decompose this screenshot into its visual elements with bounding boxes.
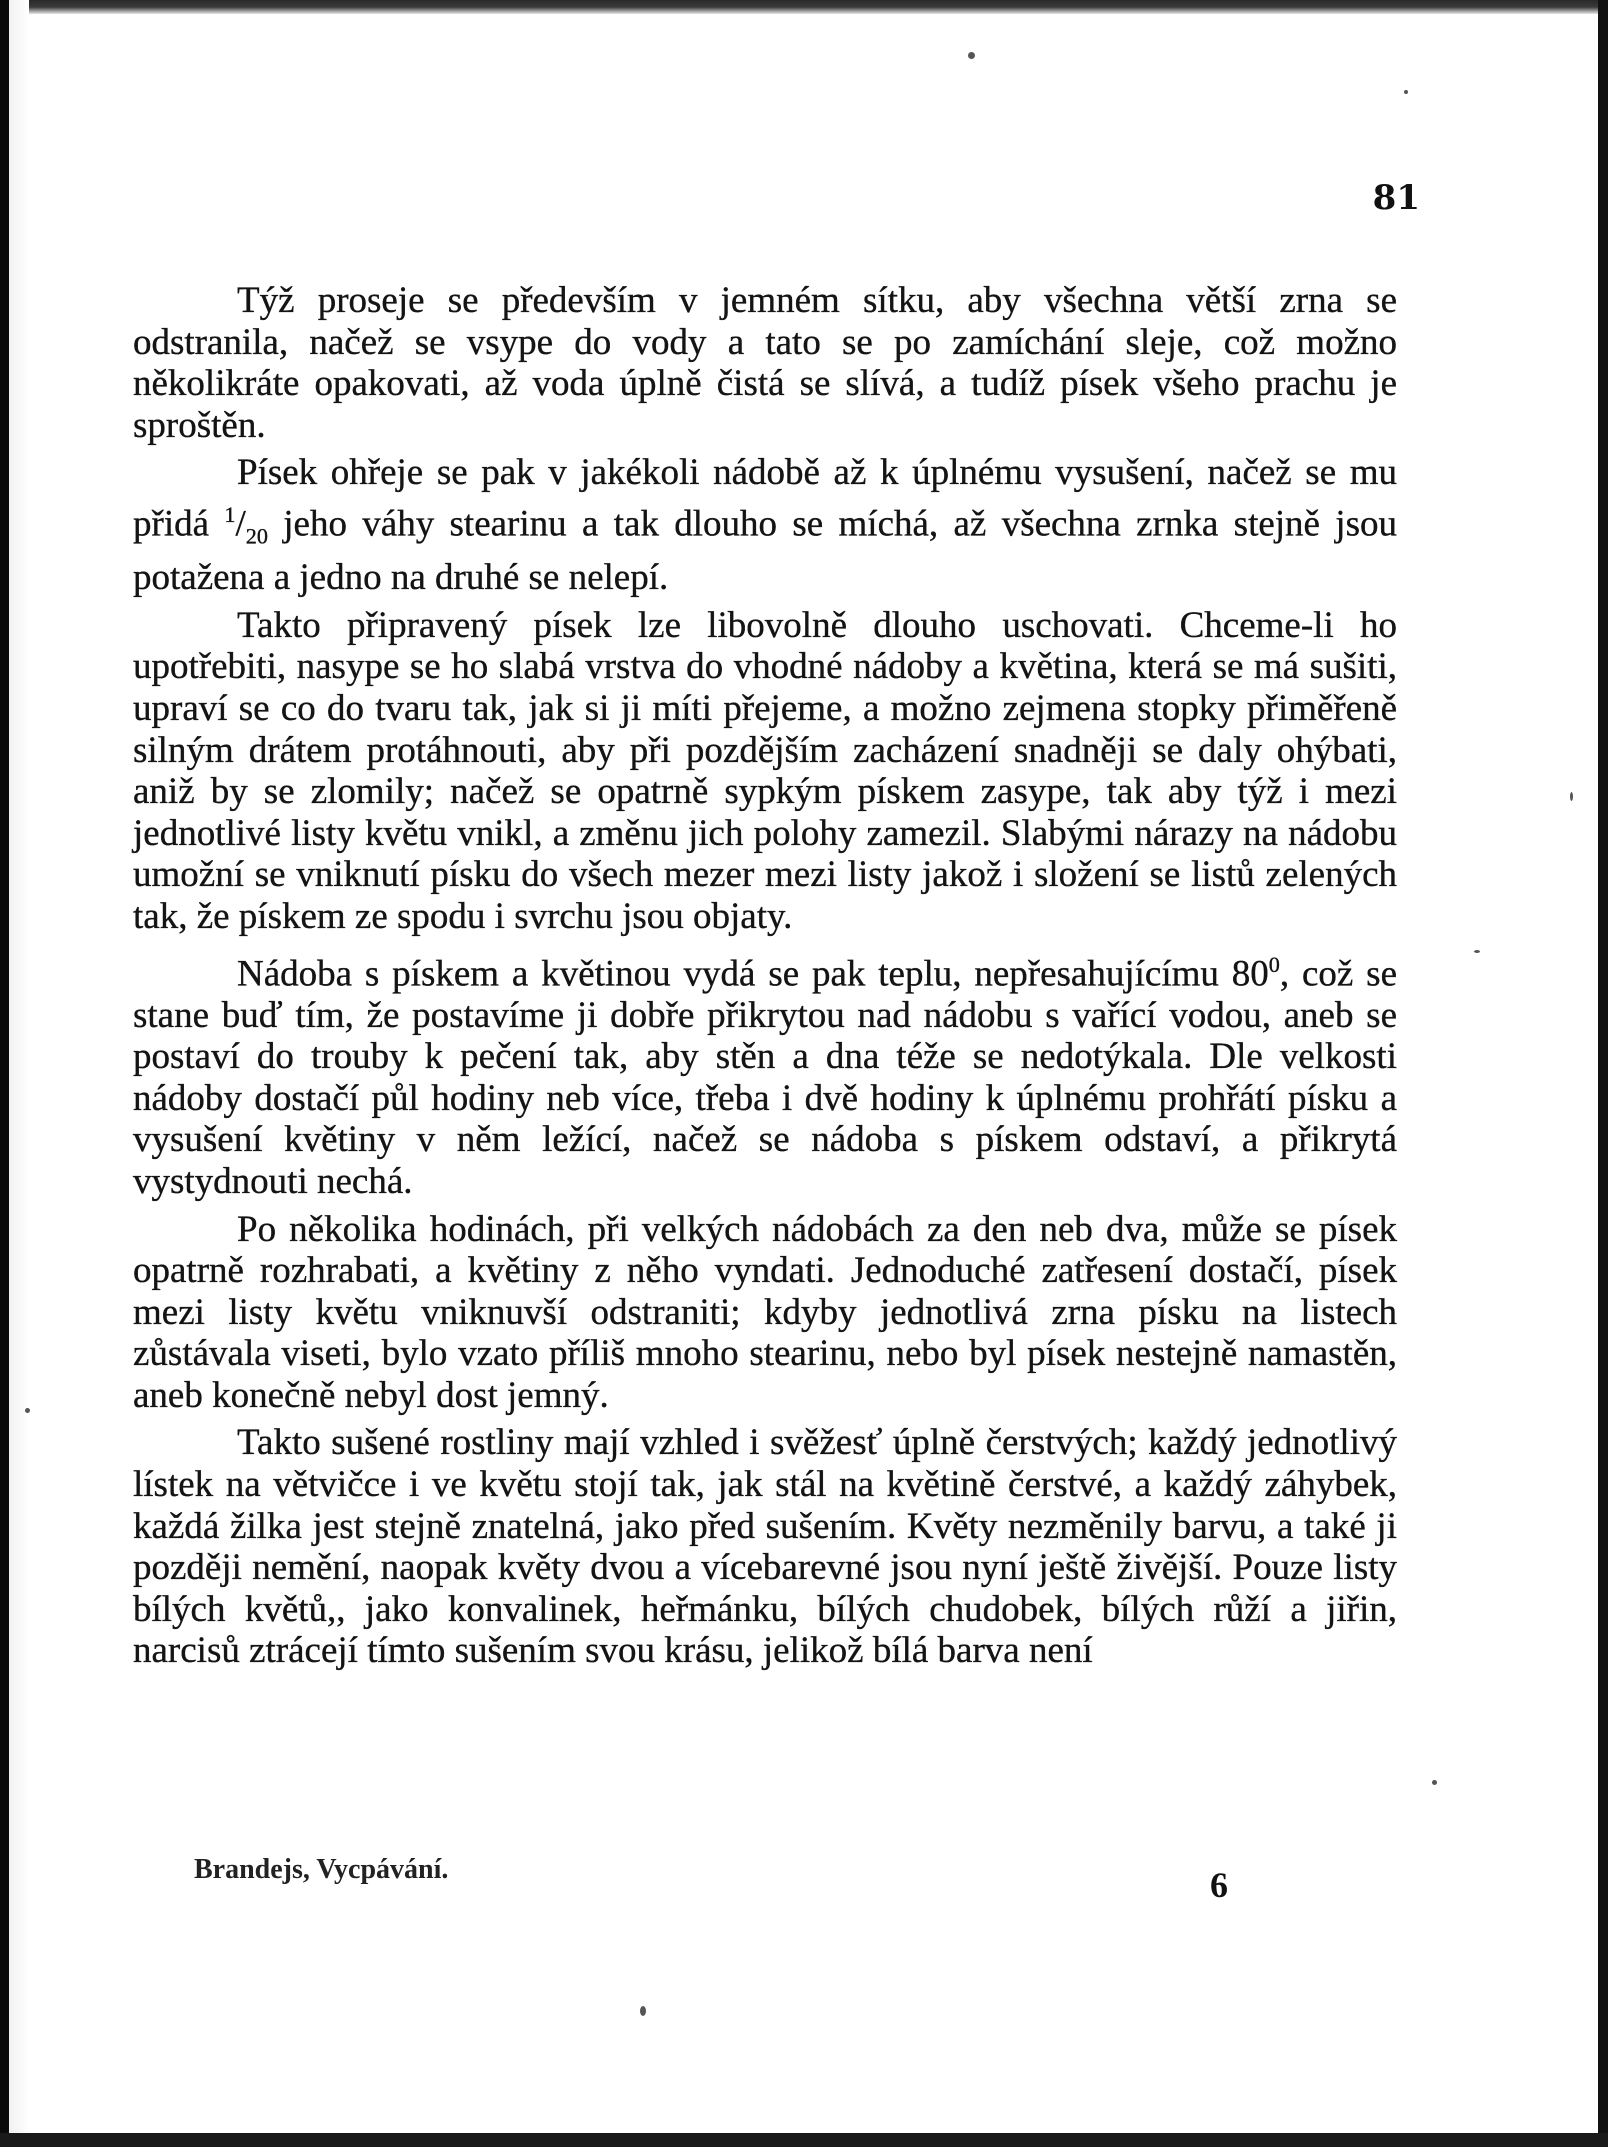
paragraph bbox=[133, 605, 1397, 938]
paragraph-text: Týž proseje se především v jemném sítku, aby všechna větší zrna se odstranila, načež se vsype do vody a tato se po zamíchání sleje, což možno několikráte opakovati, až voda úplně čistá se slívá, a tudíž písek všeho prachu je sproštěn. bbox=[133, 280, 1397, 446]
paragraph bbox=[133, 1209, 1397, 1417]
signature-line: Brandejs, Vycpávání. bbox=[194, 1854, 449, 1885]
paragraph: Písek ohřeje se pak v jakékoli nádobě až k úplnému vysušení, načež se mu přidá $^1/_{20}$ jeho váhy stearinu a tak dlouho se míchá, až všechna zrnka stejně jsou potažena a jedno na druhé se nelepí. bbox=[133, 452, 1397, 599]
paragraph bbox=[133, 280, 1397, 446]
scan-top-edge bbox=[0, 0, 1608, 14]
paragraph-text: , což se stane buď tím, že postavíme ji dobře přikrytou nad nádobu s vařící vodou, aneb se postaví do trouby k pečení tak, aby stěn a dna téže se nedotýkala. Dle velkosti nádoby dostačí půl hodiny neb více, třeba i dvě hodiny k úplnému prohřátí písku a vysušení květiny v něm ležící, načež se nádoba s pískem odstaví, a přikrytá vystydnouti nechá. bbox=[133, 952, 1397, 1202]
dust-speck bbox=[1432, 1780, 1437, 1785]
scan-left-edge bbox=[0, 0, 9, 2147]
paragraph-text: Takto sušené rostliny mají vzhled i svěžesť úplně čerstvých; každý jednotlivý lístek na větvičce i ve květu stojí tak, jak stál na květině čerstvé, a každý záhybek, každá žilka jest stejně znatelná, jako před sušením. Květy nezměnily barvu, a také ji později nemění, naopak květy dvou a vícebarevné jsou nyní ještě živější. Pouze listy bílých květů,, jako konvalinek, heřmánku, bílých chudobek, bílých růží a jiřin, narcisů ztrácejí tímto sušením svou krásu, jelikož bílá barva není bbox=[133, 1422, 1397, 1672]
paragraph-text: Takto připravený písek lze libovolně dlouho uschovati. Chceme-li ho upotřebiti, nasype se ho slabá vrstva do vhodné nádoby a květina, která se má sušiti, upraví se co do tvaru tak, jak si ji míti přejeme, a možno zejmena stopky přiměřeně silným drátem protáhnouti, aby při pozdějším zacházení snadněji se daly ohýbati, aniž by se zlomily; načež se opatrně sypkým pískem zasype, tak aby týž i mezi jednotlivé listy květu vnikl, a změnu jich polohy zamezil. Slabými nárazy na nádobu umožní se vniknutí písku do všech mezer mezi listy jakož i složení se listů zelených tak, že pískem ze spodu i svrchu jsou objaty. bbox=[133, 604, 1397, 938]
scan-left-shadow bbox=[9, 0, 29, 2147]
scan-right-edge bbox=[1598, 0, 1608, 2147]
dust-speck bbox=[1474, 950, 1480, 953]
dust-speck bbox=[1570, 792, 1573, 801]
degree-mark: 0 bbox=[1268, 951, 1280, 977]
dust-speck bbox=[640, 2006, 646, 2016]
paragraph bbox=[133, 944, 1397, 1203]
dust-speck bbox=[25, 1408, 30, 1413]
paragraph-text: Písek ohřeje se pak v jakékoli nádobě až k úplnému vysušení, načež se mu přidá bbox=[133, 452, 1397, 545]
dust-speck bbox=[968, 52, 975, 59]
paragraph-text: Nádoba s pískem a květinou vydá se pak teplu, nepřesahujícímu 80 bbox=[237, 952, 1269, 994]
paragraph-text: Po několika hodinách, při velkých nádobách za den neb dva, může se písek opatrně rozhrabati, a květiny z něho vyndati. Jednoduché zatřesení dostačí, písek mezi listy květu vniknuvší odstraniti; kdyby jednotlivá zrna písku na listech zůstávala viseti, bylo vzato příliš mnoho stearinu, nebo byl písek nestejně namastěn, aneb konečně nebyl dost jemný. bbox=[133, 1208, 1397, 1416]
body-text bbox=[133, 280, 1397, 1678]
fraction-denominator: 20 bbox=[245, 523, 268, 549]
page-number: 81 bbox=[1372, 178, 1420, 218]
scan-bottom-edge bbox=[0, 2133, 1608, 2147]
paragraph bbox=[133, 1422, 1397, 1672]
paragraph-text: jeho váhy stearinu a tak dlouho se míchá, až všechna zrnka stejně jsou potažena a jedno na druhé se nelepí. bbox=[133, 503, 1397, 599]
sheet-number: 6 bbox=[1210, 1865, 1228, 1905]
fraction-numerator: 1 bbox=[224, 501, 236, 527]
dust-speck bbox=[1404, 90, 1408, 94]
